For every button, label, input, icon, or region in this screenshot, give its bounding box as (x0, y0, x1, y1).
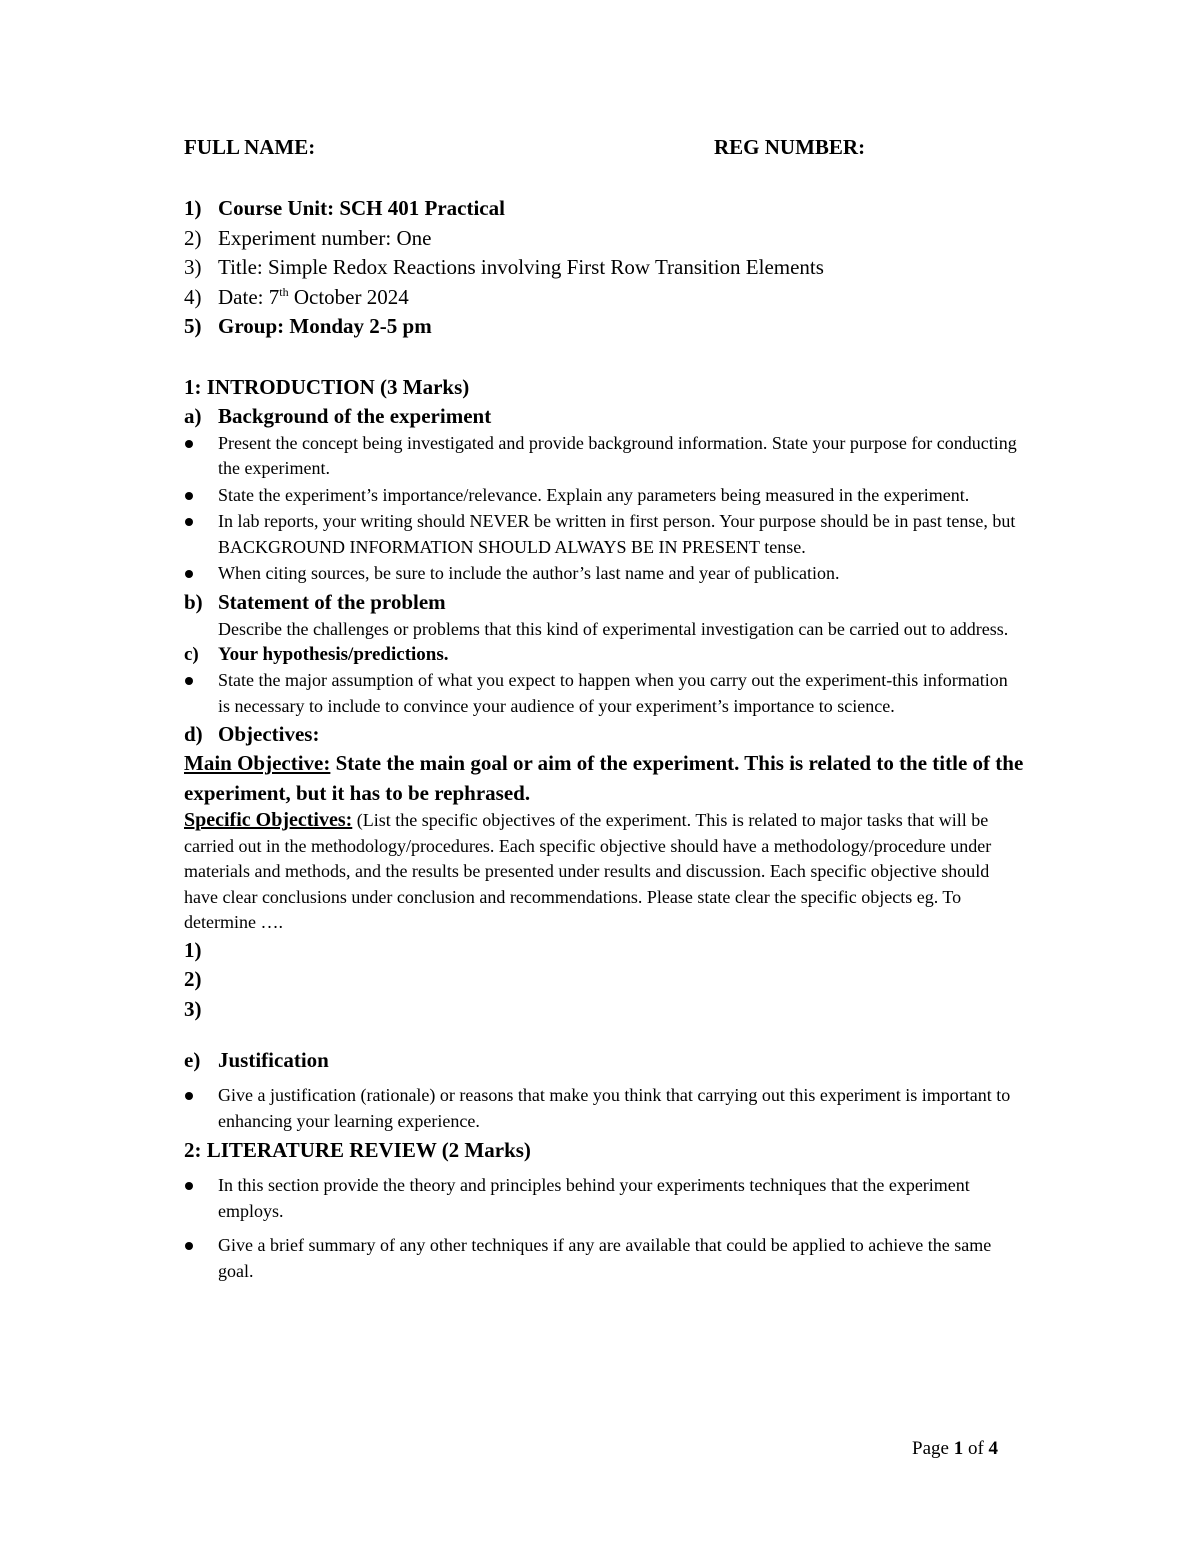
total-page-count: 4 (988, 1438, 999, 1459)
blank-objective-3: 3) (184, 996, 202, 1021)
list-item: Give a justification (rationale) or reasons that make you think that carrying out this experiment is important to enhancing your learning experience. (184, 1083, 1024, 1134)
objectives-heading: d) Objectives: (184, 722, 320, 747)
bullet-icon (184, 483, 218, 509)
page-number-footer: Page 1 of 4 (912, 1438, 999, 1459)
justification-heading: e) Justification (184, 1048, 329, 1073)
detail-course-unit: 1) Course Unit: SCH 401 Practical (184, 196, 505, 220)
specific-objectives-text: (List the specific objectives of the experiment. This is related to major tasks that will be carried out in the methodology/procedures. Each specific objective should have a methodology/procedure under materials and methods, and the results be presented under results and discussion. Each specific objective should have clear conclusions under conclusion and recommendations. Please state clear the specific objects eg. To determine …. (184, 810, 992, 933)
intro-heading: 1: INTRODUCTION (3 Marks) (184, 374, 470, 399)
list-item: Give a brief summary of any other techniques if any are available that could be applied to achieve the same goal. (184, 1233, 1024, 1284)
problem-statement-heading: b) Statement of the problem (184, 589, 446, 614)
hypothesis-heading: c) Your hypothesis/predictions. (184, 644, 449, 666)
bullet-icon (184, 1083, 218, 1134)
name-reg-row (184, 134, 1024, 164)
detail-experiment-number: 2) Experiment number: One (184, 225, 432, 250)
page-content (184, 134, 1024, 1285)
main-objective-label: Main Objective: (184, 751, 331, 776)
blank-objective-1: 1) (184, 937, 202, 962)
main-objective (184, 749, 1024, 808)
detail-group: 5) Group: Monday 2-5 pm (184, 314, 432, 339)
list-item: Present the concept being investigated and provide background information. State your purpose for conducting the experiment. (184, 431, 1024, 482)
list-item: In lab reports, your writing should NEVER be written in first person. Your purpose should be in past tense, but BACKGROUND INFORMATION SHOULD ALWAYS BE IN PRESENT tense. (184, 509, 1024, 560)
problem-statement-text: Describe the challenges or problems that this kind of experimental investigation can be carried out to address. (218, 618, 1009, 639)
bullet-icon (184, 561, 218, 587)
background-heading: a) Background of the experiment (184, 403, 492, 428)
list-item: State the experiment’s importance/relevance. Explain any parameters being measured in the experiment. (184, 483, 1024, 509)
detail-date: 4) Date: 7th October 2024 (184, 284, 409, 309)
current-page-number: 1 (953, 1438, 964, 1459)
main-objective-text: State the main goal or aim of the experiment. This is related to the title of the experiment, but it has to be rephrased. (184, 751, 1024, 805)
bullet-icon (184, 1173, 218, 1224)
bullet-icon (184, 431, 218, 482)
detail-title: 3) Title: Simple Redox Reactions involving First Row Transition Elements (184, 255, 824, 280)
blank-objective-2: 2) (184, 967, 202, 992)
bullet-icon (184, 509, 218, 560)
list-item: State the major assumption of what you expect to happen when you carry out the experiment-this information is necessary to include to convince your audience of your experiment’s importance to science. (184, 668, 1024, 719)
bullet-icon (184, 1233, 218, 1284)
list-item: When citing sources, be sure to include the author’s last name and year of publication. (184, 561, 1024, 587)
specific-objectives (184, 808, 1024, 936)
literature-review-heading: 2: LITERATURE REVIEW (2 Marks) (184, 1138, 531, 1163)
reg-number-label: REG NUMBER: (714, 135, 866, 159)
specific-objectives-label: Specific Objectives: (184, 809, 353, 832)
bullet-icon (184, 668, 218, 719)
list-item: In this section provide the theory and principles behind your experiments techniques that the experiment employs. (184, 1173, 1024, 1224)
full-name-label: FULL NAME: (184, 135, 316, 159)
